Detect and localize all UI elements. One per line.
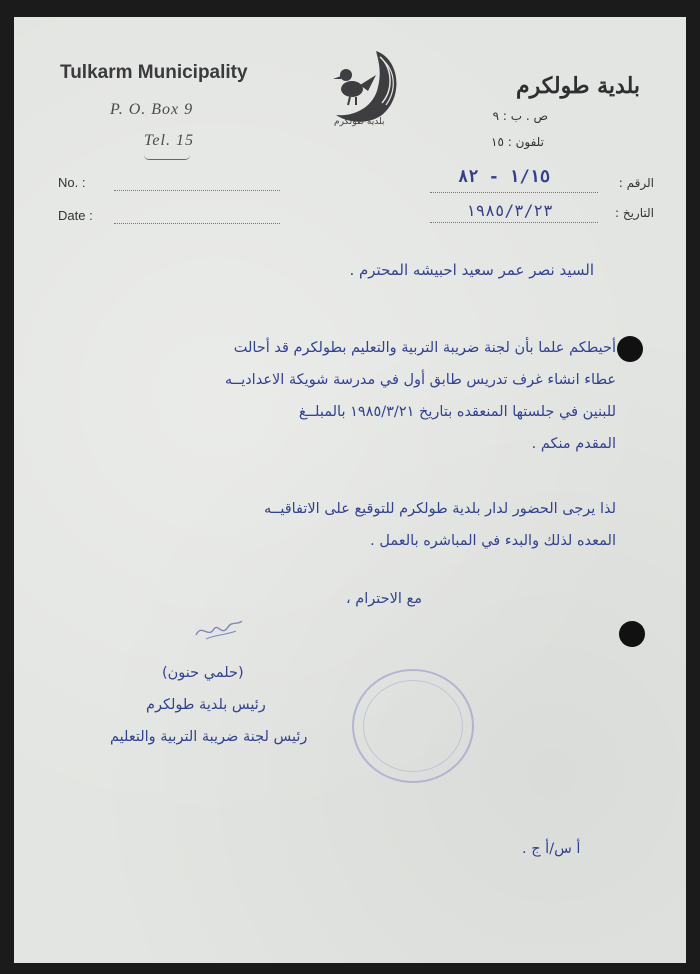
en-date-line (114, 223, 280, 224)
ar-reference-label: الرقم : (618, 176, 654, 190)
paragraph-1-line: للبنين في جلستها المنعقده بتاريخ ١٩٨٥/٣/٢١ بالمبلــغ (298, 404, 616, 420)
signatory-title-committee: رئيس لجنة ضريبة التربية والتعليم (110, 729, 308, 745)
en-no-label: No. : (58, 175, 86, 190)
closing: مع الاحترام ، (346, 591, 423, 607)
paragraph-1-line: عطاء انشاء غرف تدريس طابق أول في مدرسة شويكة الاعداديــه (224, 372, 616, 388)
letter-date: ١٩٨٥/٣/٢٣ (466, 201, 553, 220)
paragraph-1-line: المقدم منكم . (531, 436, 616, 452)
punch-hole (617, 336, 643, 362)
ar-telephone: تلفون : ١٥ (491, 135, 544, 149)
ar-date-label: التاريخ : (614, 206, 654, 220)
en-date-label: Date : (58, 208, 93, 223)
reference-number: ١/١٥ - ٨٢ (458, 167, 551, 187)
ar-po-box: ص . ب : ٩ (492, 109, 548, 123)
logo-caption: بلدية طولكرم (334, 117, 385, 127)
en-po-box: P. O. Box 9 (110, 101, 194, 118)
paragraph-1 (96, 332, 616, 460)
paragraph-2-line: لذا يرجى الحضور لدار بلدية طولكرم للتوقيع على الاتفاقيــه (264, 501, 616, 517)
handwritten-signature (192, 613, 252, 643)
official-stamp (352, 669, 474, 783)
en-no-line (114, 190, 280, 191)
typist-initials: أ س/أ ج . (522, 841, 581, 857)
paragraph-2-line: المعده لذلك والبدء في المباشره بالعمل . (370, 533, 616, 549)
en-municipality-name: Tulkarm Municipality (60, 62, 248, 83)
addressee: السيد نصر عمر سعيد احبيشه المحترم . (349, 261, 594, 279)
signatory-title-mayor: رئيس بلدية طولكرم (146, 697, 266, 713)
signatory-name: (حلمي حنون) (162, 665, 244, 681)
ar-municipality-name: بلدية طولكرم (515, 73, 640, 99)
ar-date-line (430, 222, 598, 223)
tel-underline (144, 155, 190, 160)
ar-reference-line (430, 192, 598, 193)
letter-page (14, 17, 686, 963)
paragraph-2 (96, 493, 616, 557)
paragraph-1-line: أحيطكم علما بأن لجنة ضريبة التربية والتعليم بطولكرم قد أحالت (233, 340, 616, 356)
en-telephone: Tel. 15 (144, 132, 194, 149)
punch-hole (619, 621, 645, 647)
